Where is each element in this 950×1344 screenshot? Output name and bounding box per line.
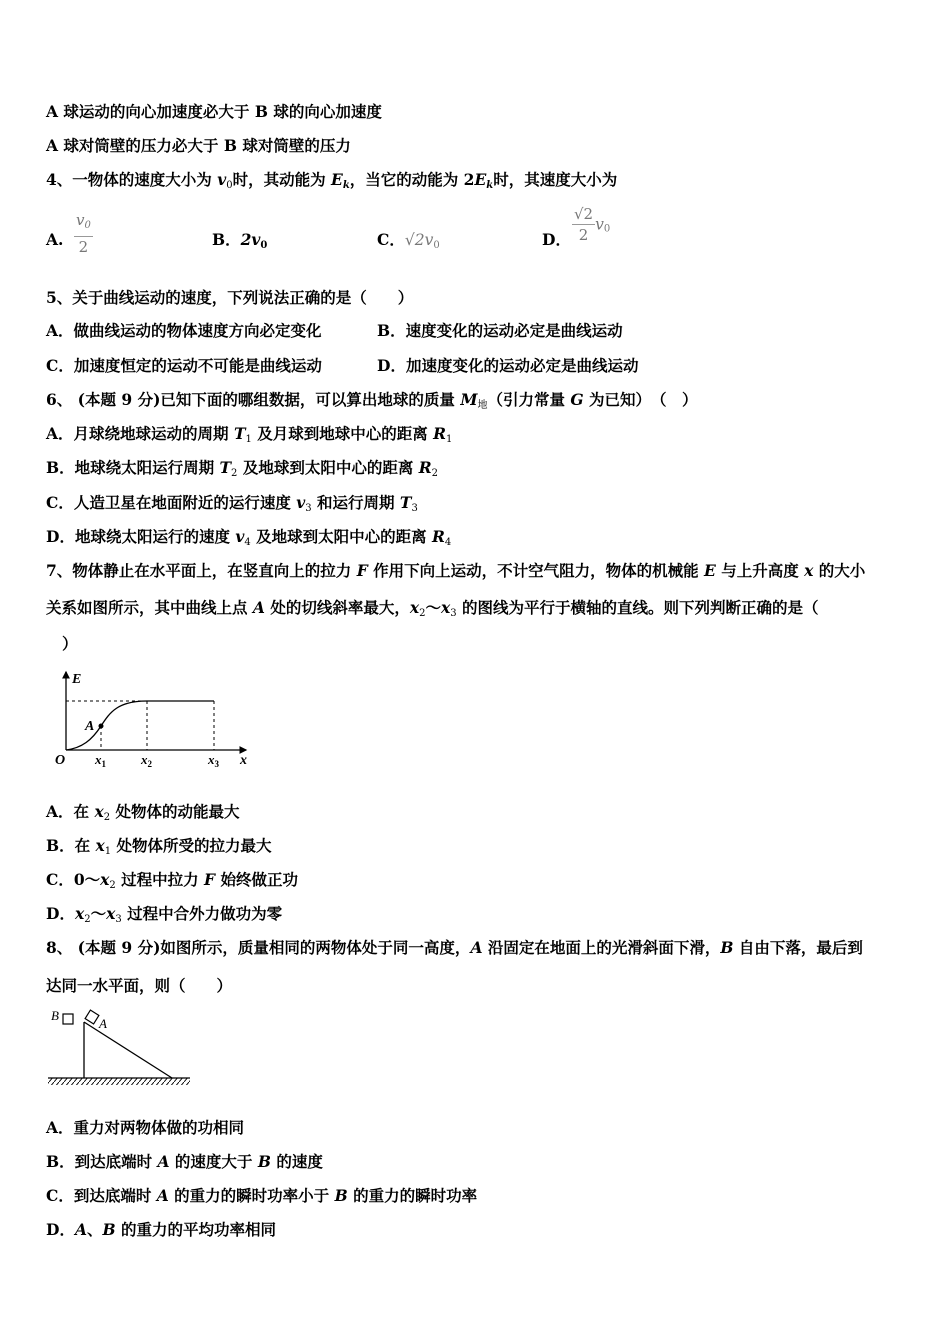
block-a-label: A <box>99 1016 107 1031</box>
q6-option-a: A．月球绕地球运动的周期 $T_1$ 及月球到地球中心的距离 $R_1$ <box>46 424 453 445</box>
q5-option-d: D．加速度变化的运动必定是曲线运动 <box>377 356 639 375</box>
q7-stem-line3: ） <box>62 634 78 653</box>
q7-stem-line1: 7、物体静止在水平面上，在竖直向上的拉力 F 作用下向上运动，不计空气阻力，物体的机械能 E 与上升高度 x 的大小 <box>46 561 866 580</box>
energy-curve <box>66 701 147 750</box>
q7-option-b: B．在 $x_1$ 处物体所受的拉力最大 <box>46 836 272 857</box>
q7-stem-line2: 关系如图所示，其中曲线上点 A 处的切线斜率最大，$x_2\sim x_3$ 的图线为平行于横轴的直线。则下列判断正确的是（ <box>46 598 819 619</box>
q5-option-c: C．加速度恒定的运动不可能是曲线运动 <box>46 356 322 375</box>
q8-option-c: C．到达底端时 A 的重力的瞬时功率小于 B 的重力的瞬时功率 <box>46 1186 478 1205</box>
q6-stem: 6、 (本题 9 分)已知下面的哪组数据，可以算出地球的质量 $M_地$（引力常量 G 为已知） （ ） <box>46 390 698 411</box>
q7-energy-height-graph <box>52 668 262 770</box>
q3-option-c: A 球运动的向心加速度必大于 B 球的向心加速度 <box>46 102 382 121</box>
q8-incline-figure <box>44 1004 194 1088</box>
q4-stem: 4、一物体的速度大小为 $v_0$时，其动能为 $E_k$，当它的动能为 $2E_k$时，其速度大小为 <box>46 170 618 191</box>
x-axis-label: x <box>240 753 247 768</box>
q4-option-a-label: A. <box>46 230 64 249</box>
block-b <box>63 1014 73 1024</box>
block-a <box>85 1010 99 1024</box>
q3-option-d: A 球对筒壁的压力必大于 B 球对筒壁的压力 <box>46 136 351 155</box>
q4-option-b: B．$2v_0$ <box>212 230 268 251</box>
q8-option-b: B．到达底端时 A 的速度大于 B 的速度 <box>46 1152 323 1171</box>
q6-option-b: B．地球绕太阳运行周期 $T_2$ 及地球到太阳中心的距离 $R_2$ <box>46 458 438 479</box>
q4-option-a-fraction: $\frac{v_0}{2}$ <box>76 211 91 256</box>
incline-slope <box>84 1022 172 1078</box>
x2-tick-label: $x_2$ <box>141 752 152 769</box>
q5-option-a: A．做曲线运动的物体速度方向必定变化 <box>46 321 322 340</box>
q8-option-a: A．重力对两物体做的功相同 <box>46 1118 245 1137</box>
q5-stem: 5、关于曲线运动的速度，下列说法正确的是（ ） <box>46 288 414 307</box>
q6-option-c: C．人造卫星在地面附近的运行速度 $v_3$ 和运行周期 $T_3$ <box>46 493 418 514</box>
q4-option-c: C．$√2v_0$ <box>377 230 440 251</box>
q8-option-d: D．A、B 的重力的平均功率相同 <box>46 1220 277 1239</box>
q7-option-d: D．$x_2\sim x_3$ 过程中合外力做功为零 <box>46 904 283 925</box>
x1-tick-label: $x_1$ <box>95 752 106 769</box>
e-axis-label: E <box>72 672 82 687</box>
origin-label: O <box>55 753 66 768</box>
q8-stem-line2: 达同一水平面，则（ ） <box>46 976 233 995</box>
q8-stem-line1: 8、 (本题 9 分)如图所示，质量相同的两物体处于同一高度，A 沿固定在地面上的光滑斜面下滑，B 自由下落，最后到 <box>46 938 863 957</box>
q5-option-b: B．速度变化的运动必定是曲线运动 <box>377 321 623 340</box>
q7-option-a: A．在 $x_2$ 处物体的动能最大 <box>46 802 240 823</box>
q4-option-d-label: D． <box>542 230 571 249</box>
x3-tick-label: $x_3$ <box>208 752 219 769</box>
q7-option-c: C．$0\sim x_2$ 过程中拉力 F 始终做正功 <box>46 870 298 891</box>
q4-option-d-fraction: $\frac{√2}{2}$ $v_0$ <box>574 205 611 244</box>
q6-option-d: D．地球绕太阳运行的速度 $v_4$ 及地球到太阳中心的距离 $R_4$ <box>46 527 452 548</box>
ground-hatch <box>48 1078 190 1085</box>
block-b-label: B <box>51 1008 59 1023</box>
point-a-label: A <box>85 719 95 734</box>
